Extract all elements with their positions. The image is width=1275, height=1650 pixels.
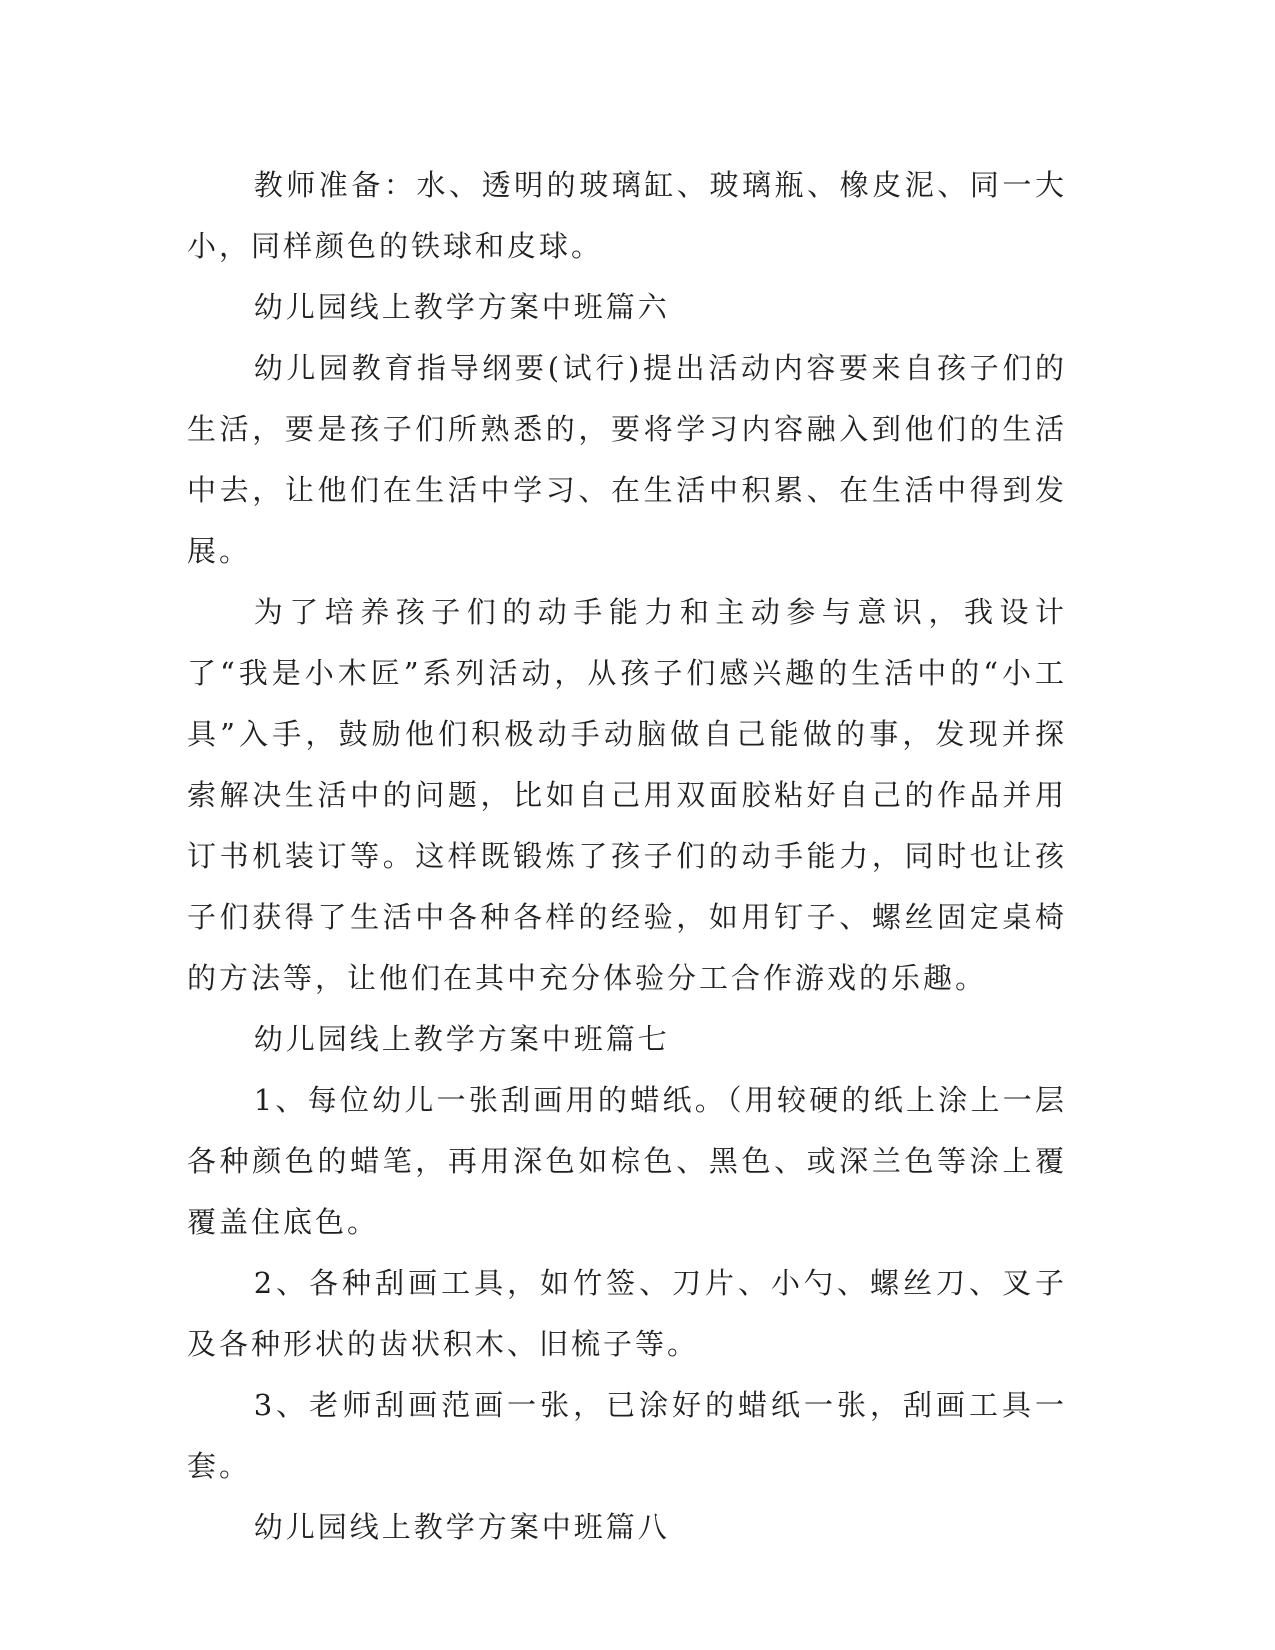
paragraph-carpenter-activity: 为了培养孩子们的动手能力和主动参与意识，我设计了“我是小木匠”系列活动，从孩子们感兴趣的生活中的“小工具”入手，鼓励他们积极动手动脑做自己能做的事，发现并探索解决生活中的问题，比如自己用双面胶粘好自己的作品并用订书机装订等。这样既锻炼了孩子们的动手能力，同时也让孩子们获得了生活中各种各样的经验，如用钉子、螺丝固定桌椅的方法等，让他们在其中充分体验分工合作游戏的乐趣。 bbox=[187, 595, 1067, 995]
section-heading-part-seven: 幼儿园线上教学方案中班篇七 bbox=[253, 1022, 670, 1056]
paragraph-guideline: 幼儿园教育指导纲要(试行)提出活动内容要来自孩子们的生活，要是孩子们所熟悉的，要将学习内容融入到他们的生活中去，让他们在生活中学习、在生活中积累、在生活中得到发展。 bbox=[187, 351, 1067, 568]
list-item-scraping-tools: 2、各种刮画工具，如竹签、刀片、小勺、螺丝刀、叉子及各种形状的齿状积木、旧梳子等。 bbox=[187, 1266, 1067, 1361]
list-item-teacher-sample: 3、老师刮画范画一张，已涂好的蜡纸一张，刮画工具一套。 bbox=[187, 1388, 1067, 1483]
section-heading-part-eight: 幼儿园线上教学方案中班篇八 bbox=[253, 1510, 670, 1544]
list-item-wax-paper: 1、每位幼儿一张刮画用的蜡纸。（用较硬的纸上涂上一层各种颜色的蜡笔，再用深色如棕色、黑色、或深兰色等涂上覆覆盖住底色。 bbox=[187, 1083, 1067, 1239]
paragraph-teacher-preparation: 教师准备：水、透明的玻璃缸、玻璃瓶、橡皮泥、同一大小，同样颜色的铁球和皮球。 bbox=[187, 168, 1067, 263]
document-body bbox=[187, 155, 1067, 1558]
section-heading-part-six: 幼儿园线上教学方案中班篇六 bbox=[253, 290, 670, 324]
